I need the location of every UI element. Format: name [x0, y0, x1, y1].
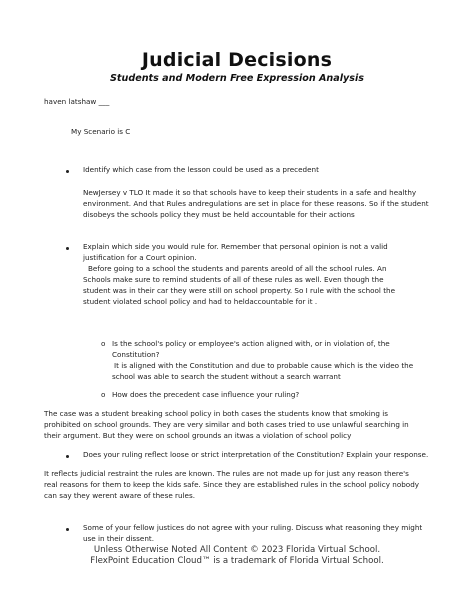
- footer-copyright: Unless Otherwise Noted All Content © 2023 Florida Virtual School.: [93, 545, 381, 555]
- question-2-answer-line-3: student was in their car they were still on school property. So I rule with the school the: [83, 286, 395, 295]
- question-3-answer-line-2: real reasons for them to keep the kids safe. Since they are established rules in the school policy nobody: [44, 480, 420, 489]
- question-2-answer-line-2: Schools make sure to remind students of all of these rules as well. Even though the: [83, 275, 384, 284]
- question-2-prompt-line-1: Explain which side you would rule for. Remember that personal opinion is not a valid: [83, 242, 388, 251]
- question-2-answer-line-4: student violated school policy and had to heldaccountable for it .: [83, 297, 318, 306]
- footer-trademark: FlexPoint Education Cloud™ is a trademark of Florida Virtual School.: [90, 556, 384, 566]
- hollow-bullet-icon: o: [101, 339, 106, 348]
- question-1-prompt: Identify which case from the lesson could be used as a precedent: [83, 165, 319, 174]
- question-1-answer-line-2: environment. And that Rules andregulations are set in place for these reasons. So if the student: [83, 199, 429, 208]
- question-2a-answer-line-1: It is aligned with the Constitution and due to probable cause which is the video the: [114, 361, 414, 370]
- question-1-answer-line-3: disobeys the schools policy they must be held accountable for their actions: [83, 210, 355, 219]
- question-2b-answer-line-3: their argument. But they were on school grounds an itwas a violation of school policy: [44, 431, 352, 440]
- question-2a-answer-line-2: school was able to search the student without a search warrant: [112, 372, 341, 381]
- hollow-bullet-icon: o: [101, 390, 106, 399]
- author-line: haven latshaw ___: [44, 97, 110, 106]
- question-2b-answer-line-1: The case was a student breaking school policy in both cases the students know that smoking is: [44, 409, 388, 418]
- question-3-answer-line-3: can say they werent aware of these rules.: [44, 491, 196, 500]
- question-2-prompt-line-2: justification for a Court opinion.: [83, 253, 197, 262]
- bullet-icon: [66, 170, 69, 173]
- question-3-prompt: Does your ruling reflect loose or strict interpretation of the Constitution? Explain your response.: [83, 450, 429, 459]
- document-subtitle: Students and Modern Free Expression Analysis: [110, 73, 364, 84]
- question-2a-prompt-line-1: Is the school's policy or employee's action aligned with, or in violation of, the: [112, 339, 390, 348]
- question-1-answer-line-1: NewJersey v TLO It made it so that schools have to keep their students in a safe and healthy: [83, 188, 417, 197]
- document-title: Judicial Decisions: [141, 49, 333, 71]
- question-2b-prompt: How does the precedent case influence your ruling?: [112, 390, 300, 399]
- question-3-answer-line-1: It reflects judicial restraint the rules are known. The rules are not made up for just any reason there's: [44, 469, 409, 478]
- question-4-prompt-line-2: use in their dissent.: [83, 534, 155, 543]
- question-2-answer-line-1: Before going to a school the students and parents areold of all the school rules. An: [88, 264, 387, 273]
- bullet-icon: [66, 247, 69, 250]
- question-2b-answer-line-2: prohibited on school grounds. They are very similar and both cases tried to use unlawful searching in: [44, 420, 409, 429]
- scenario-line: My Scenario is C: [71, 127, 131, 136]
- question-4-prompt-line-1: Some of your fellow justices do not agree with your ruling. Discuss what reasoning they might: [83, 523, 423, 532]
- bullet-icon: [66, 528, 69, 531]
- question-2a-prompt-line-2: Constitution?: [112, 350, 160, 359]
- bullet-icon: [66, 455, 69, 458]
